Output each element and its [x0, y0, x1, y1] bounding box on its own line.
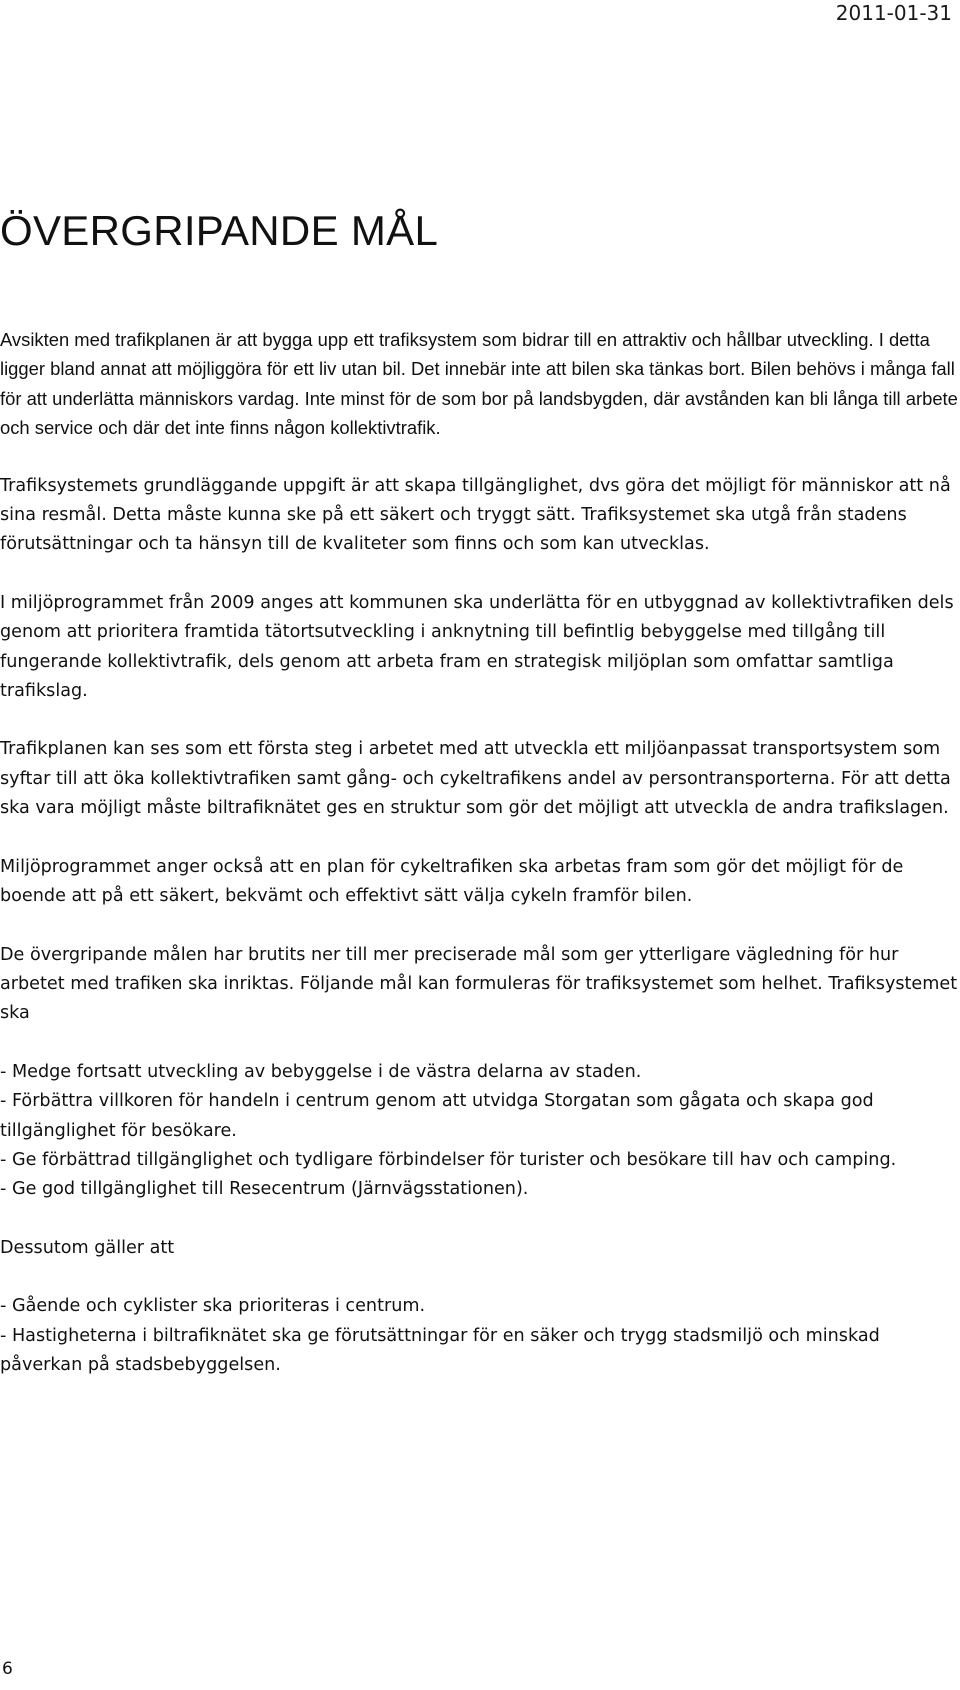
- list-item: - Ge god tillgänglighet till Resecentrum (Järnvägsstationen).: [0, 1179, 529, 1200]
- document-body: [0, 325, 960, 1380]
- list-item: - Förbättra villkoren för handeln i centrum genom att utvidga Storgatan som gågata och skapa god tillgänglighet för besökare.: [0, 1091, 874, 1141]
- page-title: ÖVERGRIPANDE MÅL: [0, 207, 439, 254]
- paragraph-traffic-plan: Trafikplanen kan ses som ett första steg i arbetet med att utveckla ett miljöanpassat transportsystem som syftar till att öka kollektivtrafiken samt gång- och cykeltrafikens andel av persontransporterna. För att detta ska vara möjligt måste biltrafiknätet ges en struktur som gör det möjligt att utveckla de andra trafikslagen.: [0, 739, 951, 819]
- paragraph-accessibility: Trafiksystemets grundläggande uppgift är att skapa tillgänglighet, dvs göra det möjligt för människor att nå sina resmål. Detta måste kunna ske på ett säkert och tryggt sätt. Trafiksystemet ska utgå från stadens förutsättningar och ta hänsyn till de kvaliteter som finns och som kan utvecklas.: [0, 475, 951, 555]
- page-number: 6: [2, 1659, 13, 1679]
- additional-list: [0, 1292, 960, 1380]
- goals-list: [0, 1058, 960, 1205]
- paragraph-intro: Avsikten med trafikplanen är att bygga upp ett trafiksystem som bidrar till en attraktiv och hållbar utveckling. I detta ligger bland annat att möjliggöra för ett liv utan bil. Det innebär inte att bilen ska tänkas bort. Bilen behövs i många fall för att underlätta människors vardag. Inte minst för de som bor på landsbygden, där avstånden kan bli långa till arbete och service och där det inte finns någon kollektivtrafik.: [0, 329, 958, 439]
- list-item: - Ge förbättrad tillgänglighet och tydligare förbindelser för turister och besökare till hav och camping.: [0, 1149, 897, 1170]
- list-item: - Gående och cyklister ska prioriteras i centrum.: [0, 1296, 426, 1317]
- paragraph-detailed-goals: De övergripande målen har brutits ner till mer preciserade mål som ger ytterligare vägledning för hur arbetet med trafiken ska inriktas. Följande mål kan formuleras för trafiksystemet som helhet. Trafiksystemet ska: [0, 944, 958, 1024]
- additional-intro: Dessutom gäller att: [0, 1237, 175, 1258]
- list-item: - Hastigheterna i biltrafiknätet ska ge förutsättningar för en säker och trygg stadsmiljö och minskad påverkan på stadsbebyggelsen.: [0, 1325, 880, 1375]
- paragraph-cycling-plan: Miljöprogrammet anger också att en plan för cykeltrafiken ska arbetas fram som gör det möjligt för de boende att på ett säkert, bekvämt och effektivt sätt välja cykeln framför bilen.: [0, 856, 904, 907]
- document-date: 2011-01-31: [835, 1, 952, 25]
- paragraph-environment-program: I miljöprogrammet från 2009 anges att kommunen ska underlätta för en utbyggnad av kollektivtrafiken dels genom att prioritera framtida tätortsutveckling i anknytning till befintlig bebyggelse med tillgång till fungerande kollektivtrafik, dels genom att arbeta fram en strategisk miljöplan som omfattar samtliga trafikslag.: [0, 592, 954, 702]
- list-item: - Medge fortsatt utveckling av bebyggelse i de västra delarna av staden.: [0, 1061, 642, 1082]
